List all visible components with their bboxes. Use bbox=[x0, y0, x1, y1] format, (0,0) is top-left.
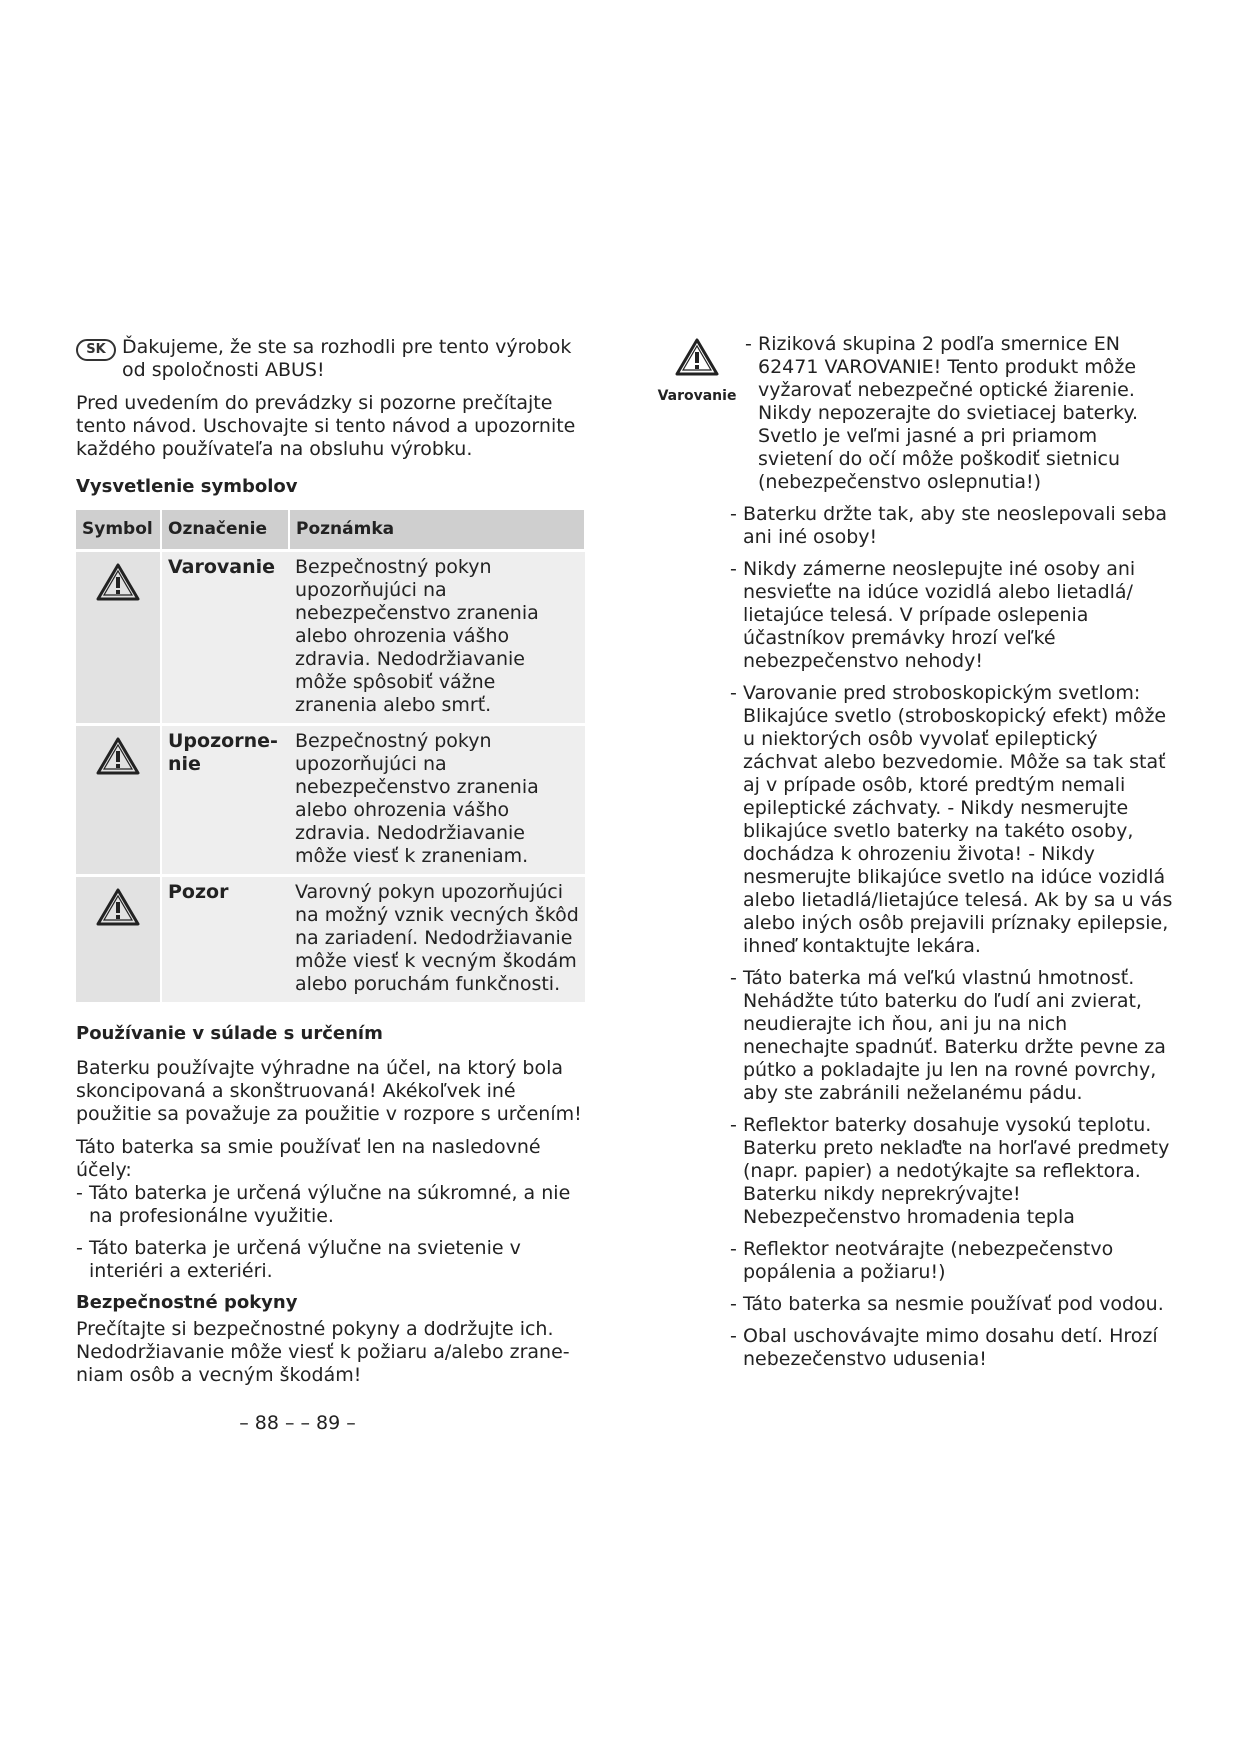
list-item: - Reflektor neotvárajte (nebezpečenstvo popálenia a požiaru!) bbox=[730, 1238, 1114, 1283]
table-row bbox=[76, 725, 585, 876]
usage-paragraph-2: Táto baterka sa smie používať len na nasledovné účely: bbox=[76, 1136, 541, 1181]
term-warning: Varovanie bbox=[161, 551, 289, 725]
list-item: - Táto baterka má veľkú vlastnú hmotnosť. Nehádžte túto baterku do ľudí ani zvierat, neudierajte ich ňou, ani ju na nich nenechajte spadnúť. Baterku držte pevne za pútko a pokladajte ju len na rovné povrchy, aby ste zabránili neželanému pádu. bbox=[730, 967, 1166, 1104]
usage-paragraph-1: Baterku používajte výhradne na účel, na ktorý bola skoncipovaná a skonštruovaná! Akékoľvek iné použitie sa považuje za použitie v rozpore s určením! bbox=[76, 1057, 582, 1125]
list-item: - Baterku držte tak, aby ste neoslepovali seba ani iné osoby! bbox=[730, 503, 1168, 548]
warning-triangle-icon bbox=[95, 736, 141, 776]
right-column bbox=[657, 333, 1175, 1371]
header-note: Poznámka bbox=[289, 510, 585, 551]
page-number: – 88 – – 89 – bbox=[239, 1412, 356, 1434]
term-caution: Upozorne-nie bbox=[161, 725, 289, 876]
symbols-heading: Vysvetlenie symbolov bbox=[76, 476, 298, 497]
left-column bbox=[76, 336, 596, 1387]
list-item: - Obal uschovávajte mimo dosahu detí. Hrozí nebezečenstvo udusenia! bbox=[730, 1325, 1158, 1370]
intro-paragraph: Pred uvedením do prevádzky si pozorne prečítajte tento návod. Uschovajte si tento návod a upozornite každého používateľa na obsluhu výrobku. bbox=[76, 392, 576, 460]
intro bbox=[76, 336, 596, 382]
list-item: - Táto baterka je určená výlučne na súkromné, a nie na profesionálne využitie. bbox=[76, 1182, 571, 1227]
warning-label: Varovanie bbox=[657, 388, 737, 404]
header-designation: Označenie bbox=[161, 510, 289, 551]
table-row bbox=[76, 551, 585, 725]
safety-heading: Bezpečnostné pokyny bbox=[76, 1292, 298, 1313]
note-caution: Bezpečnostný pokyn upozorňujúci na nebezpečenstvo zranenia alebo ohrozenia vášho zdravia. Nedodržiavanie môže viesť k zraneniam. bbox=[289, 725, 585, 876]
table-row bbox=[76, 876, 585, 1003]
warning-triangle-icon bbox=[95, 562, 141, 602]
list-item: - Táto baterka je určená výlučne na svietenie v interiéri a exteriéri. bbox=[76, 1237, 521, 1282]
term-attention: Pozor bbox=[161, 876, 289, 1003]
list-item: - Nikdy zámerne neoslepujte iné osoby ani nesvieťte na idúce vozidlá alebo lietadlá/ lietajúce telesá. V prípade oslepenia účastníkov premávky hrozí veľké nebezpečenstvo nehody! bbox=[730, 558, 1136, 672]
usage-heading: Používanie v súlade s určením bbox=[76, 1023, 383, 1044]
sk-language-badge: SK bbox=[76, 339, 116, 361]
list-item: - Táto baterka sa nesmie používať pod vodou. bbox=[730, 1293, 1164, 1315]
note-attention: Varovný pokyn upozorňujúci na možný vznik vecných škôd na zariadení. Nedodržiavanie môže viesť k vecným škodám alebo poruchám funkčnosti. bbox=[289, 876, 585, 1003]
note-warning: Bezpečnostný pokyn upozorňujúci na nebezpečenstvo zranenia alebo ohrozenia vášho zdravia. Nedodržiavanie môže spôsobiť vážne zranenia alebo smrť. bbox=[289, 551, 585, 725]
warning-triangle-icon bbox=[674, 337, 720, 377]
list-item: - Riziková skupina 2 podľa smernice EN 62471 VAROVANIE! Tento produkt môže vyžarovať nebezpečné optické žiarenie. Nikdy nepozerajte do svietiacej baterky. Svetlo je veľmi jasné a pri priamom svietení do očí môže poškodiť sietnicu (nebezpečenstvo oslepnutia!) bbox=[745, 333, 1139, 493]
list-item: - Varovanie pred stroboskopickým svetlom: Blikajúce svetlo (stroboskopický efekt) môže u niektorých osôb vyvolať epileptický záchvat alebo bezvedomie. Môže sa tak stať aj v prípade osôb, ktoré predtým nemali epileptické záchvaty. - Nikdy nesmerujte blikajúce svetlo baterky na takéto osoby, dochádza k ohrozeniu života! - Nikdy nesmerujte blikajúce svetlo na idúce vozidlá alebo lietadlá/lietajúce telesá. Ak by sa u vás alebo iných osôb prejavili príznaky epilepsie, ihneď kontaktujte lekára. bbox=[730, 682, 1173, 957]
intro-text: Ďakujeme, že ste sa rozhodli pre tento výrobok od spoločnosti ABUS! bbox=[122, 336, 572, 381]
symbols-table bbox=[76, 510, 586, 1002]
header-symbol: Symbol bbox=[76, 510, 161, 551]
safety-paragraph: Prečítajte si bezpečnostné pokyny a dodržujte ich. Nedodržiavanie môže viesť k požiaru a/alebo zrane-niam osôb a vecným škodám! bbox=[76, 1318, 570, 1386]
warning-triangle-icon bbox=[95, 887, 141, 927]
warning-block bbox=[657, 333, 1175, 494]
list-item: - Reflektor baterky dosahuje vysokú teplotu. Baterku preto neklaďte na horľavé predmety (napr. papier) a nedotýkajte sa reflektora. Baterku nikdy neprekrývajte! Nebezpečenstvo hromadenia tepla bbox=[730, 1114, 1170, 1228]
